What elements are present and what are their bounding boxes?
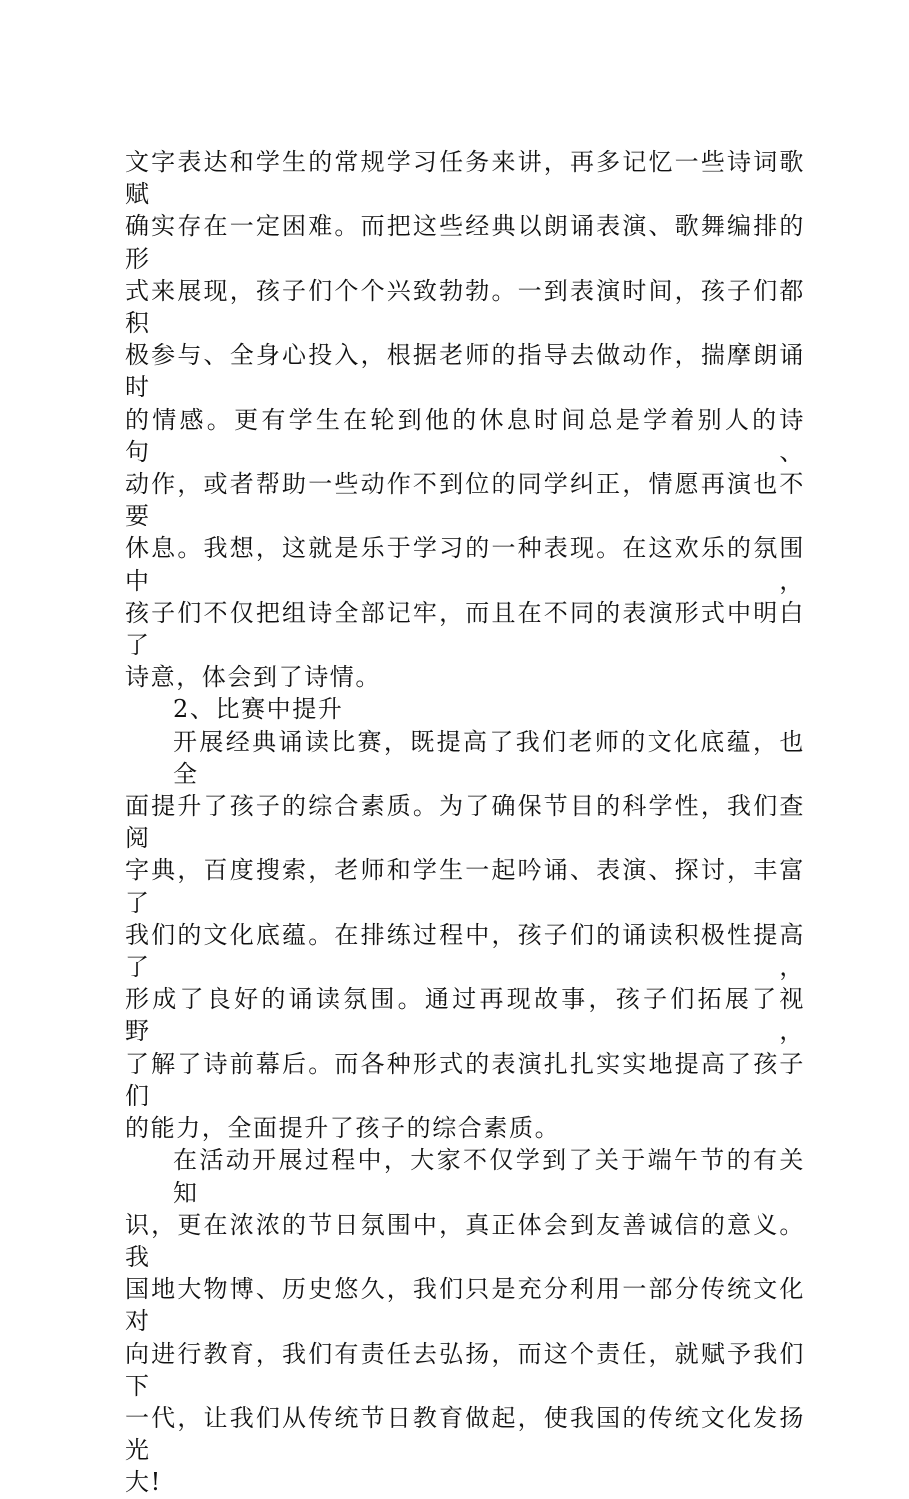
text-line: 了解了诗前幕后。而各种形式的表演扎扎实实地提高了孩子们 xyxy=(125,1049,805,1110)
text-line: 国地大物博、历史悠久，我们只是充分利用一部分传统文化对 xyxy=(125,1275,805,1336)
text-line: 我们的文化底蕴。在排练过程中，孩子们的诵读积极性提高了， xyxy=(125,920,805,982)
text-line: 动作，或者帮助一些动作不到位的同学纠正，情愿再演也不要 xyxy=(125,470,805,531)
paragraph-continued xyxy=(125,146,805,693)
heading-text: 2、比赛中提升 xyxy=(173,695,344,724)
text-line: 诗意，体会到了诗情。 xyxy=(125,663,381,692)
text-line: 开展经典诵读比赛，既提高了我们老师的文化底蕴，也全 xyxy=(173,727,805,788)
text-line: 休息。我想，这就是乐于学习的一种表现。在这欢乐的氛围中， xyxy=(125,534,805,595)
paragraph-conclusion xyxy=(125,1144,805,1498)
text-line: 识，更在浓浓的节日氛围中，真正体会到友善诚信的意义。我 xyxy=(125,1210,805,1271)
text-line: 面提升了孩子的综合素质。为了确保节目的科学性，我们查阅 xyxy=(125,792,805,853)
text-line: 的情感。更有学生在轮到他的休息时间总是学着别人的诗句、 xyxy=(125,405,805,466)
text-line: 孩子们不仅把组诗全部记牢，而且在不同的表演形式中明白了 xyxy=(125,598,805,660)
section-heading xyxy=(125,693,805,725)
text-line: 向进行教育，我们有责任去弘扬，而这个责任，就赋予我们下 xyxy=(125,1339,805,1400)
text-line: 式来展现，孩子们个个兴致勃勃。一到表演时间，孩子们都积 xyxy=(125,276,805,338)
text-line: 字典，百度搜索，老师和学生一起吟诵、表演、探讨，丰富了 xyxy=(125,856,805,917)
text-line: 大! xyxy=(125,1468,162,1497)
text-line: 文字表达和学生的常规学习任务来讲，再多记忆一些诗词歌赋 xyxy=(125,148,805,209)
text-line: 的能力，全面提升了孩子的综合素质。 xyxy=(125,1114,561,1143)
text-line: 极参与、全身心投入，根据老师的指导去做动作，揣摩朗诵时 xyxy=(125,341,805,402)
text-line: 确实存在一定困难。而把这些经典以朗诵表演、歌舞编排的形 xyxy=(125,212,805,273)
text-line: 形成了良好的诵读氛围。通过再现故事，孩子们拓展了视野， xyxy=(125,985,805,1046)
text-line: 一代，让我们从传统节日教育做起，使我国的传统文化发扬光 xyxy=(125,1403,805,1465)
paragraph-competition xyxy=(125,726,805,1145)
text-line: 在活动开展过程中，大家不仅学到了关于端午节的有关知 xyxy=(173,1146,805,1207)
document-body xyxy=(125,146,805,1499)
